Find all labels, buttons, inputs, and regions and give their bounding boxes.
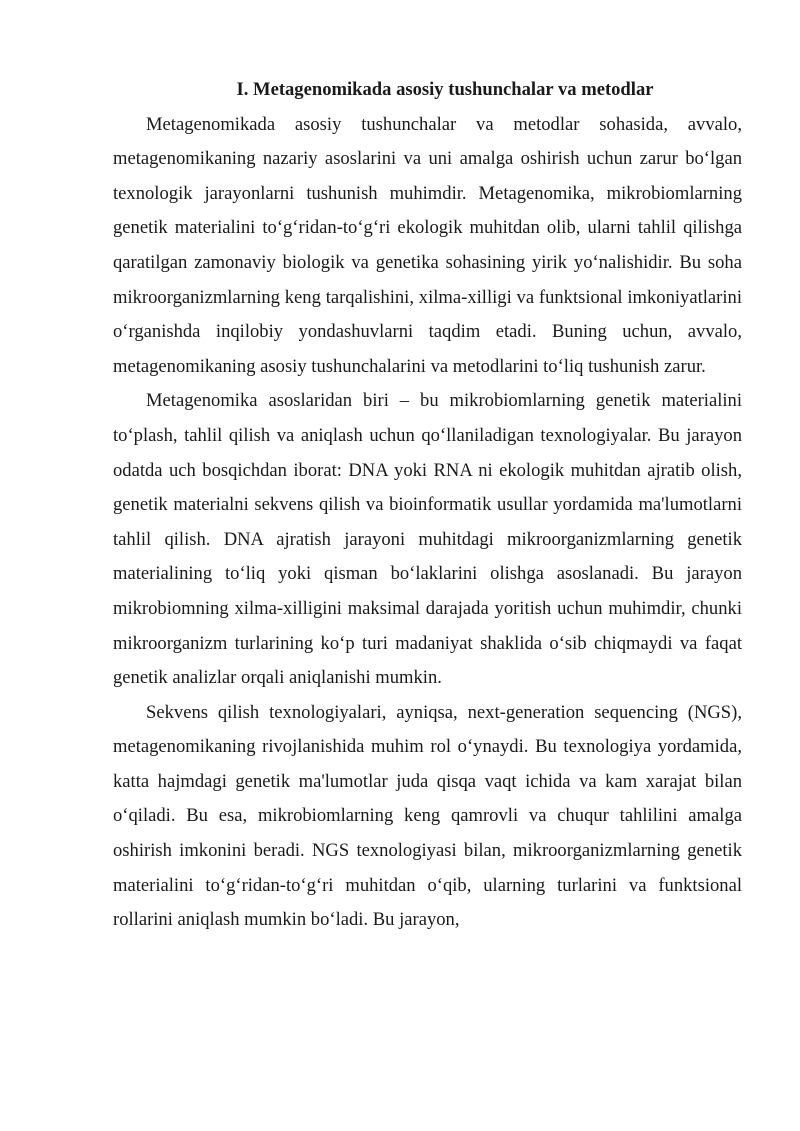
- document-body: [113, 73, 742, 938]
- paragraph-2: Metagenomika asoslaridan biri – bu mikrobiomlarning genetik materialini to‘plash, tahlil qilish va aniqlash uchun qo‘llaniladigan texnologiyalar. Bu jarayon odatda uch bosqichdan iborat: DNA yoki RNA ni ekologik muhitdan ajratib olish, genetik materialni sekvens qilish va bioinformatik usullar yordamida ma'lumotlarni tahlil qilish. DNA ajratish jarayoni muhitdagi mikroorganizmlarning genetik materialining to‘liq yoki qisman bo‘laklarini olishga asoslanadi. Bu jarayon mikrobiomning xilma-xilligini maksimal darajada yoritish uchun muhimdir, chunki mikroorganizm turlarining ko‘p turi madaniyat shaklida o‘sib chiqmaydi va faqat genetik analizlar orqali aniqlanishi mumkin.: [113, 390, 742, 689]
- paragraph-1: Metagenomikada asosiy tushunchalar va metodlar sohasida, avvalo, metagenomikaning nazariy asoslarini va uni amalga oshirish uchun zarur bo‘lgan texnologik jarayonlarni tushunish muhimdir. Metagenomika, mikrobiomlarning genetik materialini to‘g‘ridan-to‘g‘ri ekologik muhitdan olib, ularni tahlil qilishga qaratilgan zamonaviy biologik va genetika sohasining yirik yo‘nalishidir. Bu soha mikroorganizmlarning keng tarqalishini, xilma-xilligi va funktsional imkoniyatlarini o‘rganishda inqilobiy yondashuvlarni taqdim etadi. Buning uchun, avvalo, metagenomikaning asosiy tushunchalarini va metodlarini to‘liq tushunish zarur.: [113, 113, 742, 377]
- section-title: I. Metagenomikada asosiy tushunchalar va metodlar: [236, 79, 654, 100]
- paragraph-3: Sekvens qilish texnologiyalari, ayniqsa, next-generation sequencing (NGS), metagenomikaning rivojlanishida muhim rol o‘ynaydi. Bu texnologiya yordamida, katta hajmdagi genetik ma'lumotlar juda qisqa vaqt ichida va kam xarajat bilan o‘qiladi. Bu esa, mikrobiomlarning keng qamrovli va chuqur tahlilini amalga oshirish imkonini beradi. NGS texnologiyasi bilan, mikroorganizmlarning genetik materialini to‘g‘ridan-to‘g‘ri muhitdan o‘qib, ularning turlarini va funktsional rollarini aniqlash mumkin bo‘ladi. Bu jarayon,: [113, 701, 742, 931]
